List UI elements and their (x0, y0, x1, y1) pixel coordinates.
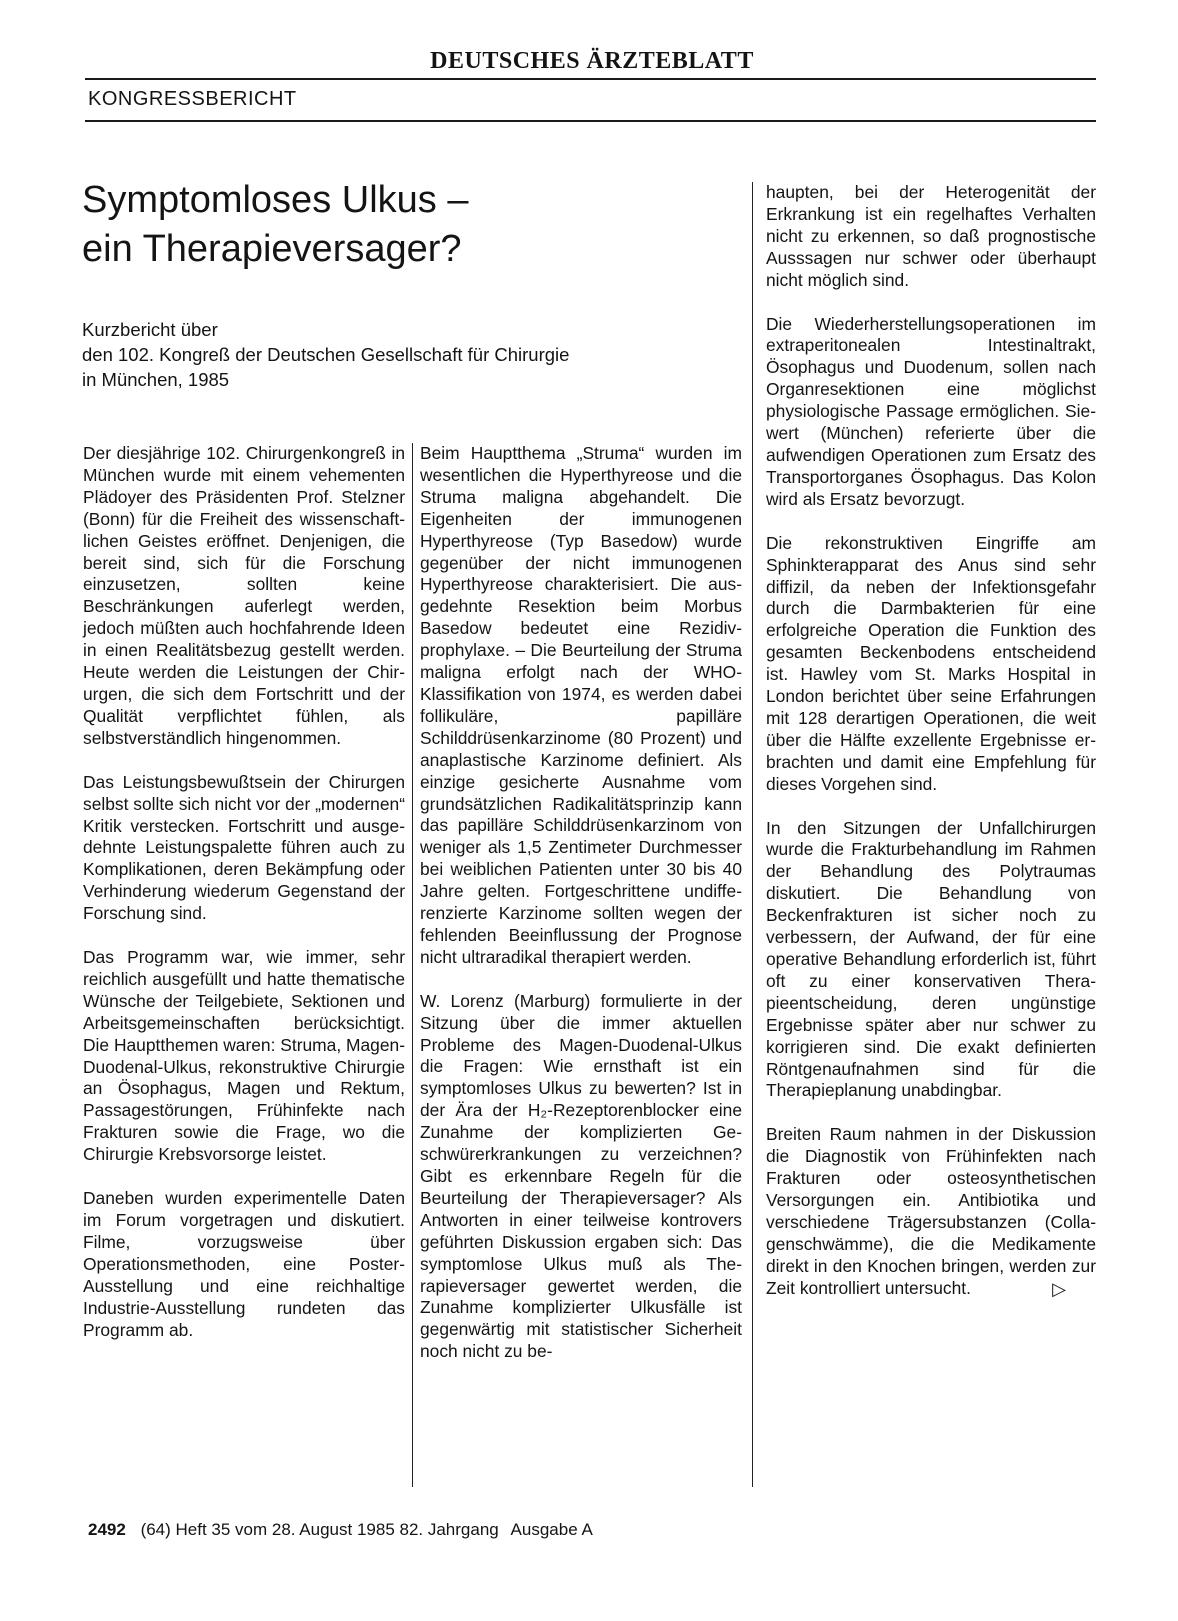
text-column-2 (420, 443, 742, 1385)
masthead: DEUTSCHES ÄRZTEBLATT (430, 48, 754, 74)
article-subtitle (82, 317, 722, 392)
title-line-1: Symptomloses Ulkus – (82, 179, 469, 221)
continue-arrow-icon: ▷ (1052, 1278, 1066, 1299)
paragraph: Der diesjährige 102. Chirurgenkongreß in München wurde mit einem vehementen Plädoyer des Präsidenten Prof. Stelzner (Bonn) für die Freiheit des wissenschaftlichen Geistes eröffnet. Denjenigen, die bereit sind, sich für die Forschung einzusetzen, sollten keine Beschränkungen auferlegt werden, jedoch müßten auch hochfahrende Ideen in einen Realitätsbezug gestellt werden. Heute werden die Leistungen der Chirurgen, die sich dem Fortschritt und der Qualität verpflichtet fühlen, als selbstverständlich hingenommen. (83, 443, 405, 748)
paragraph: Beim Hauptthema „Struma“ wurden im wesentlichen die Hyperthyreose und die Struma maligna abgehandelt. Die Eigenheiten der immunogenen Hyperthyreose (Typ Basedow) wurde gegenüber der nicht immunogenen Hyperthyreose charakterisiert. Die ausgedehnte Resektion beim Morbus Basedow bedeutet eine Rezidivprophylaxe. – Die Beurteilung der Struma maligna erfolgt nach der WHO-Klassifikation von 1974, es werden dabei follikuläre, papilläre Schilddrüsenkarzinome (80 Prozent) und anaplastische Karzinome definiert. Als einzige gesicherte Ausnahme vom grundsätzlichen Radikalitätsprinzip kann das papilläre Schilddrüsenkarzinom von weniger als 1,5 Zentimeter Durchmesser bei weiblichen Patienten unter 30 bis 40 Jahre gelten. Fortgeschrittene undifferenzierte Karzinome sollten wegen der fehlenden Beeinflussung der Prognose nicht ultraradikal therapiert werden. (420, 443, 742, 967)
title-line-2: ein Therapieversager? (82, 228, 462, 270)
paragraph: Das Programm war, wie immer, sehr reichlich ausgefüllt und hatte thematische Wünsche der Teilgebiete, Sektionen und Arbeitsgemeinschaften berücksichtigt. Die Hauptthemen waren: Struma, Magen-Duodenal-Ulkus, rekonstruktive Chirurgie an Ösophagus, Magen und Rektum, Passagestörungen, Frühinfekte nach Frakturen sowie die Frage, wo die Chirurgie Krebsvorsorge leistet. (83, 947, 405, 1165)
column-divider-1 (412, 443, 413, 1487)
subtitle-line-2: den 102. Kongreß der Deutschen Gesellschaft für Chirurgie (82, 344, 570, 365)
column-divider-2 (752, 182, 753, 1487)
header-rule-bottom (85, 120, 1096, 122)
text-column-1 (83, 443, 405, 1363)
paragraph-last (766, 1124, 1096, 1299)
page-footer (88, 1520, 601, 1540)
subtitle-line-1: Kurzbericht über (82, 319, 218, 340)
paragraph-text: Breiten Raum nahmen in der Diskussion die Diagnostik von Frühinfekten nach Frakturen oder osteosynthetischen Versorgungen ein. Antibiotika und verschiedene Trägersubstanzen (Collagenschwämme), die die Medikamente direkt in den Knochen bringen, werden zur Zeit kontrolliert untersucht. (766, 1124, 1096, 1298)
header-rule-top (85, 78, 1096, 80)
article-title (82, 176, 722, 274)
paragraph: haupten, bei der Heterogenität der Erkrankung ist ein regelhaftes Verhalten nicht zu erkennen, so daß prognostische Ausssagen nur schwer oder überhaupt nicht möglich sind. (766, 182, 1096, 290)
page-number: 2492 (88, 1520, 126, 1539)
paragraph: Daneben wurden experimentelle Daten im Forum vorgetragen und diskutiert. Filme, vorzugsweise über Operationsmethoden, eine Poster-Ausstellung und eine reichhaltige Industrie-Ausstellung rundeten das Programm ab. (83, 1188, 405, 1340)
subtitle-line-3: in München, 1985 (82, 369, 230, 390)
issue-info: (64) Heft 35 vom 28. August 1985 82. Jahrgang (140, 1520, 499, 1539)
paragraph: Die Wiederherstellungsoperationen im extraperitonealen Intestinaltrakt, Ösophagus und Duodenum, sollen nach Organresektionen eine möglichst physiologische Passage ermöglichen. Siewert (München) referierte über die aufwendigen Operationen zum Ersatz des Transportorganes Ösophagus. Das Kolon wird als Ersatz bevorzugt. (766, 313, 1096, 509)
paragraph: W. Lorenz (Marburg) formulierte in der Sitzung über die immer aktuellen Probleme des Magen-Duodenal-Ulkus die Fragen: Wie ernsthaft ist ein symptomloses Ulkus zu bewerten? Ist in der Ära der H₂-Rezeptorenblocker eine Zunahme der komplizierten Geschwürerkrankungen zu verzeichnen? Gibt es erkennbare Regeln für die Beurteilung der Therapieversager? Als Antworten in einer teilweise kontrovers geführten Diskussion ergaben sich: Das symptomlose Ulkus muß als Therapieversager gewertet werden, die Zunahme komplizierter Ulkusfälle ist gegenwärtig mit statistischer Sicherheit noch nicht zu be- (420, 990, 742, 1362)
paragraph: Das Leistungsbewußtsein der Chirurgen selbst sollte sich nicht vor der „modernen“ Kritik verstecken. Fortschritt und ausgedehnte Leistungspalette führen auch zu Komplikationen, deren Bekämpfung oder Verhinderung wiederum Gegenstand der Forschung sind. (83, 771, 405, 924)
section-label: KONGRESSBERICHT (88, 88, 297, 110)
paragraph: Die rekonstruktiven Eingriffe am Sphinkterapparat des Anus sind sehr diffizil, da neben der Infektionsgefahr durch die Darmbakterien für eine erfolgreiche Operation die Funktion des gesamten Beckenbodens entscheidend ist. Hawley vom St. Marks Hospital in London berichtet über seine Erfahrungen mit 128 derartigen Operationen, die weit über die Hälfte exzellente Ergebnisse erbrachten und damit eine Empfehlung für dieses Vorgehen sind. (766, 532, 1096, 794)
text-column-3 (766, 182, 1096, 1322)
edition-info: Ausgabe A (510, 1520, 593, 1539)
paragraph: In den Sitzungen der Unfallchirurgen wurde die Frakturbehandlung im Rahmen der Behandlung des Polytraumas diskutiert. Die Behandlung von Beckenfrakturen ist sicher noch zu verbessern, der Aufwand, der für eine operative Behandlung erforderlich ist, führt oft zu einer konservativen Therapieentscheidung, deren ungünstige Ergebnisse später aber nur schwer zu korrigieren sind. Die exakt definierten Röntgenaufnahmen sind für die Therapieplanung unabdingbar. (766, 817, 1096, 1101)
